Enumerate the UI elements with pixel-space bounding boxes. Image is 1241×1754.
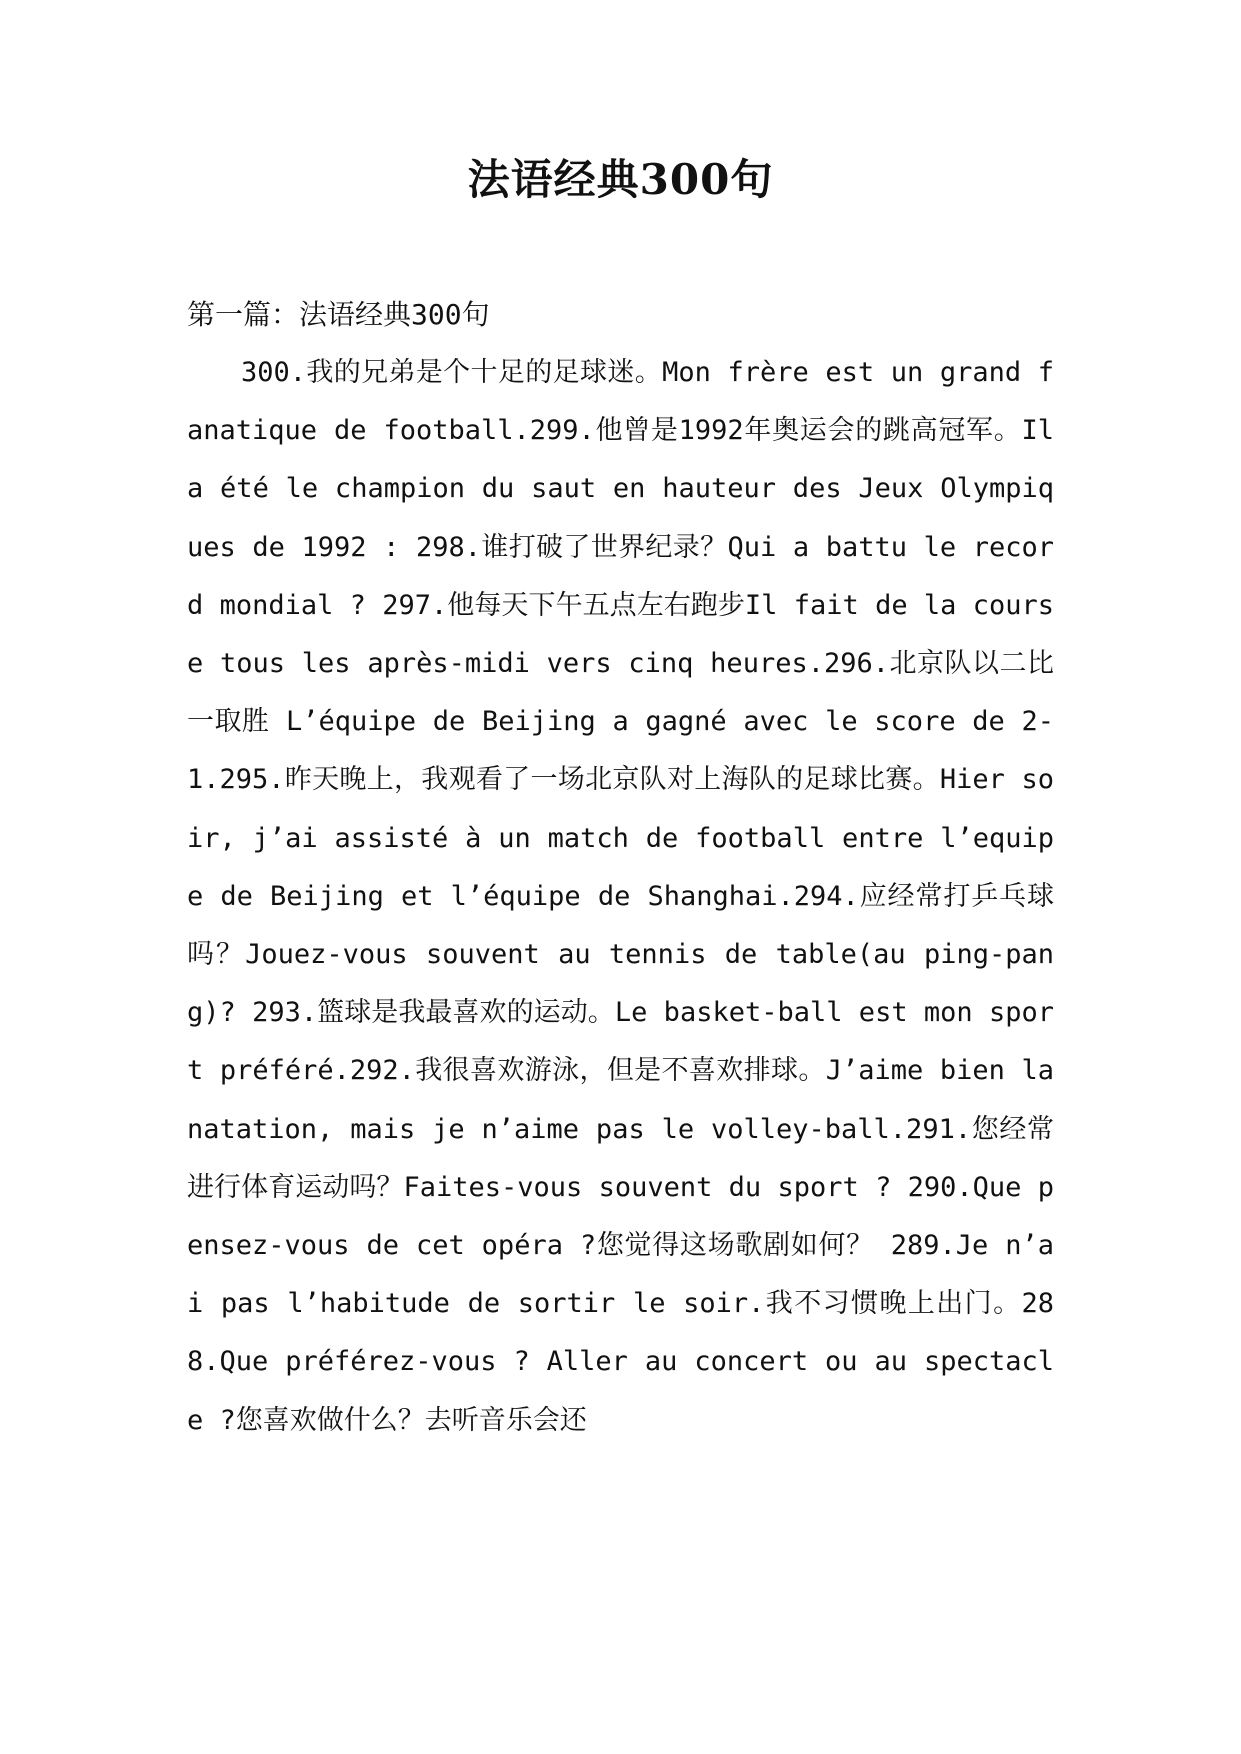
document-title: 法语经典300句: [467, 155, 774, 204]
body-paragraph: 300.我的兄弟是个十足的足球迷。Mon frère est un grand fanatique de football.299.他曾是1992年奥运会的跳高冠军。Il a été le champion du saut en hauteur des Jeux Olympiques de 1992 : 298.谁打破了世界纪录？Qui a battu le record mondial ? 297.他每天下午五点左右跑步Il fait de la course tous les après-midi vers cinq heures.296.北京队以二比一取胜 L’équipe de Beijing a gagné avec le score de 2-1.295.昨天晚上，我观看了一场北京队对上海队的足球比赛。Hier soir, j’ai assisté à un match de football entre l’equipe de Beijing et l’équipe de Shanghai.294.应经常打乒乓球吗？Jouez-vous souvent au tennis de table(au ping-pang)? 293.篮球是我最喜欢的运动。Le basket-ball est mon sport préféré.292.我很喜欢游泳，但是不喜欢排球。J’aime bien la natation, mais je n’aime pas le volley-ball.291.您经常进行体育运动吗？Faites-vous souvent du sport ? 290.Que pensez-vous de cet opéra ?您觉得这场歌剧如何？ 289.Je n’ai pas l’habitude de sortir le soir.我不习惯晚上出门。288.Que préférez-vous ? Aller au concert ou au spectacle ?您喜欢做什么？去听音乐会还: [187, 357, 1054, 1436]
section-heading: 第一篇：法语经典300句: [187, 298, 490, 331]
